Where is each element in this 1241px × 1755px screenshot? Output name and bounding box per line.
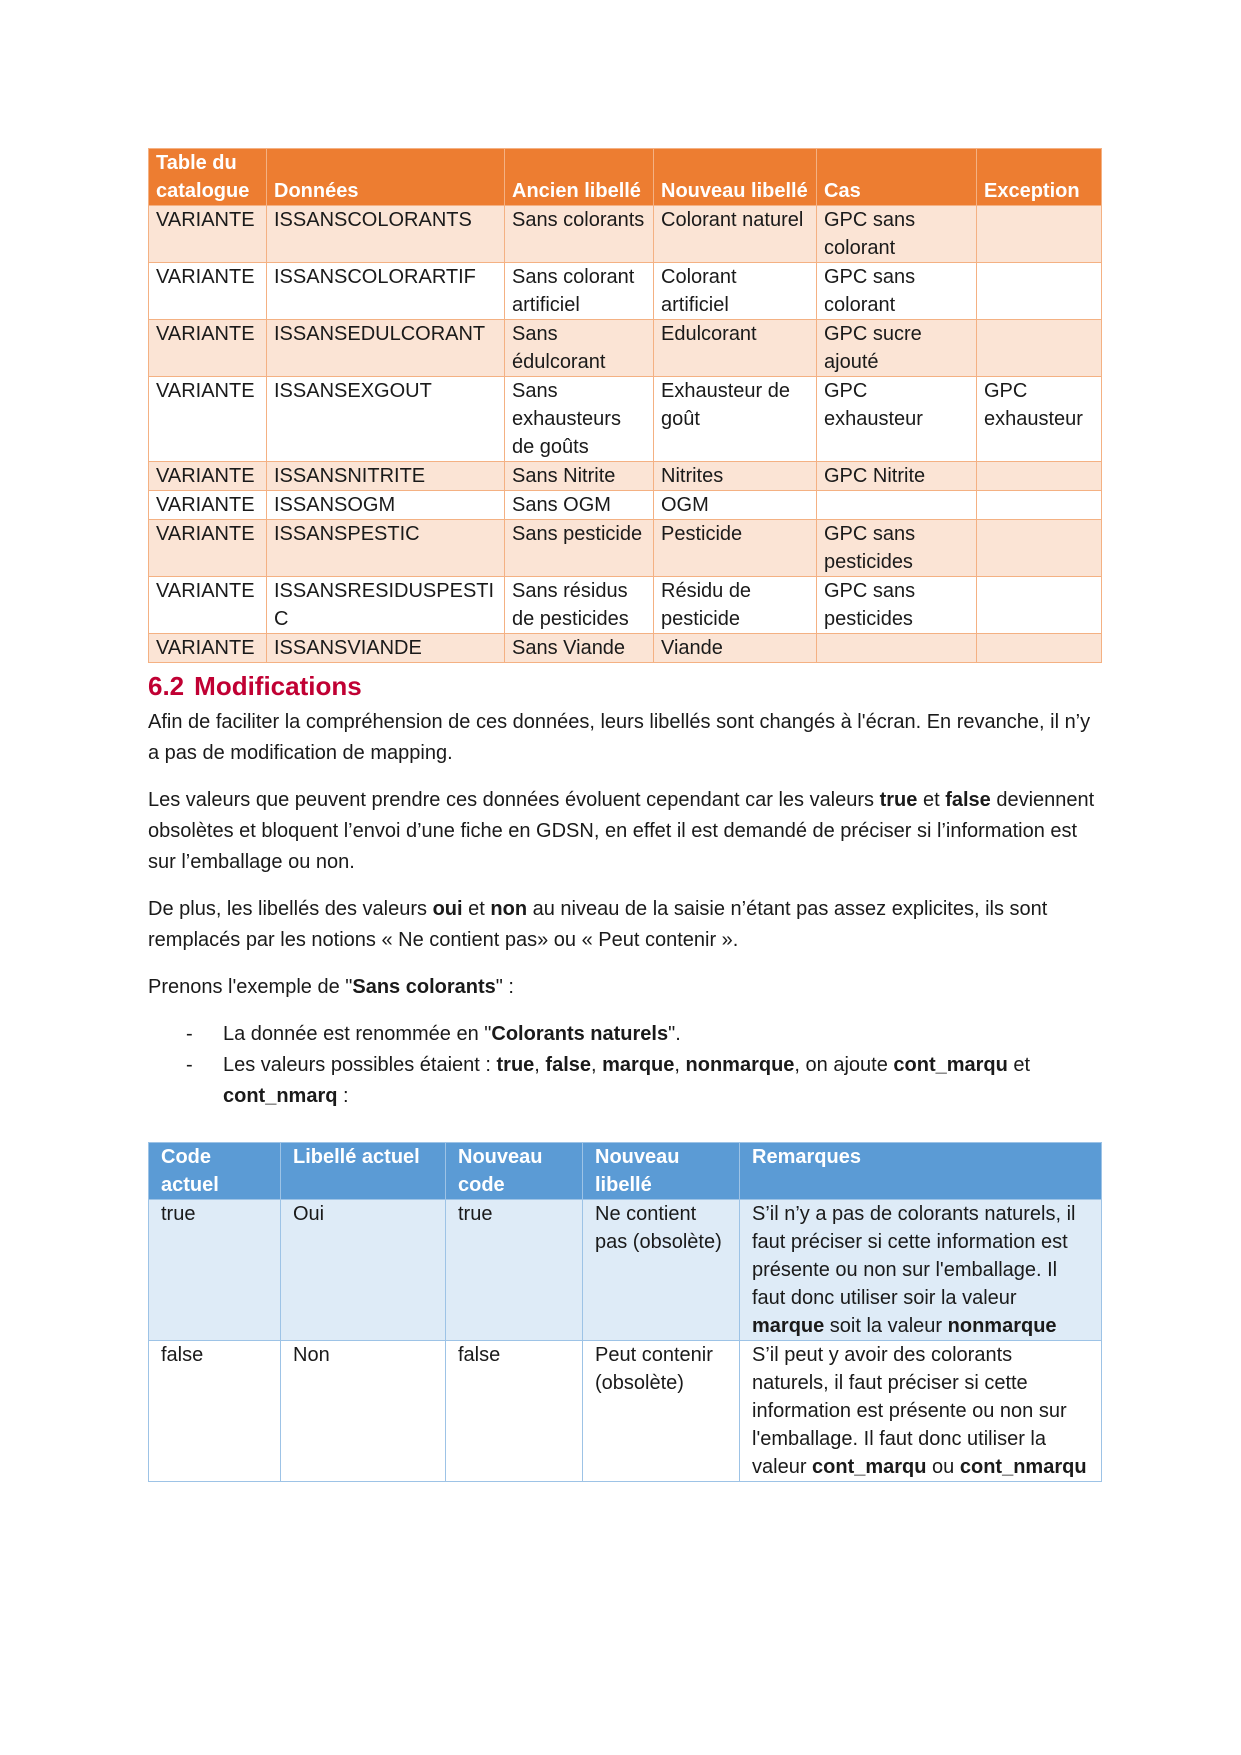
bold-text: cont_marqu	[893, 1054, 1008, 1076]
list-item	[148, 1019, 1101, 1050]
text-run: Les valeurs possibles étaient :	[223, 1054, 497, 1076]
table-cell: ISSANSPESTIC	[267, 520, 505, 577]
table-cell: Non	[281, 1341, 446, 1482]
table-cell: GPC sans colorant	[817, 206, 977, 263]
table-cell: OGM	[654, 491, 817, 520]
table-cell: ISSANSOGM	[267, 491, 505, 520]
table-cell: GPC Nitrite	[817, 462, 977, 491]
text-run: S’il n’y a pas de colorants naturels, il faut préciser si cette information est présente ou non sur l'emballage. Il faut donc utiliser soir la valeur	[752, 1203, 1076, 1309]
table-cell: Nitrites	[654, 462, 817, 491]
text-run: ,	[534, 1054, 546, 1076]
paragraph	[148, 972, 1101, 1003]
table-cell: GPC sans pesticides	[817, 577, 977, 634]
text-run: deviennent obsolètes et bloquent l’envoi d’une fiche en GDSN, en effet il est demandé de préciser si l’information est sur l’emballage ou non.	[148, 789, 1095, 873]
table-cell	[977, 206, 1102, 263]
table-row	[149, 634, 1102, 663]
table-cell: Edulcorant	[654, 320, 817, 377]
table-cell: GPC exhausteur	[977, 377, 1102, 462]
table-row	[149, 577, 1102, 634]
table-cell: false	[149, 1341, 281, 1482]
bold-text: Colorants naturels	[491, 1023, 669, 1045]
list-item	[148, 1050, 1101, 1112]
text-run: , on ajoute	[794, 1054, 894, 1076]
table-cell	[977, 634, 1102, 663]
table-cell	[977, 520, 1102, 577]
column-header: Exception	[977, 149, 1102, 206]
table-cell: ISSANSEXGOUT	[267, 377, 505, 462]
table-cell: true	[149, 1200, 281, 1341]
table-cell: ISSANSCOLORANTS	[267, 206, 505, 263]
table-header-row	[149, 1143, 1102, 1200]
table-cell	[740, 1200, 1102, 1341]
table-cell: Pesticide	[654, 520, 817, 577]
bold-text: false	[545, 1054, 592, 1076]
table-row	[149, 1341, 1102, 1482]
table-cell: VARIANTE	[149, 577, 267, 634]
text-run: Prenons l'exemple de "	[148, 976, 353, 998]
bold-text: true	[879, 789, 918, 811]
table-cell: VARIANTE	[149, 634, 267, 663]
text-run: ou	[926, 1456, 960, 1478]
table-row	[149, 263, 1102, 320]
table-cell: Sans édulcorant	[505, 320, 654, 377]
table-cell	[740, 1341, 1102, 1482]
paragraph	[148, 894, 1101, 956]
text-run: S’il peut y avoir des colorants naturels, il faut préciser si cette information est présente ou non sur l'emballage. Il faut donc utiliser la valeur	[752, 1344, 1067, 1478]
table-cell: GPC sans pesticides	[817, 520, 977, 577]
column-header: Libellé actuel	[281, 1143, 446, 1200]
values-table	[148, 1142, 1102, 1482]
bold-text: oui	[432, 898, 463, 920]
document-page	[148, 148, 1101, 1482]
bold-text: false	[945, 789, 991, 811]
table-cell: VARIANTE	[149, 520, 267, 577]
column-header: Ancien libellé	[505, 149, 654, 206]
text-run: ,	[591, 1054, 603, 1076]
table-cell	[977, 577, 1102, 634]
bold-text: cont_marqu	[812, 1456, 927, 1478]
text-run: au niveau de la saisie n’étant pas assez explicites, ils sont remplacés par les notions « Ne contient pas» ou « Peut contenir ».	[148, 898, 1048, 951]
column-header: Code actuel	[149, 1143, 281, 1200]
bold-text: cont_nmarqu	[959, 1456, 1087, 1478]
table-cell: false	[446, 1341, 583, 1482]
text-run: :	[337, 1085, 349, 1107]
dash-bullet: -	[186, 1054, 193, 1076]
table-header-row	[149, 149, 1102, 206]
column-header: Table du catalogue	[149, 149, 267, 206]
table-row	[149, 520, 1102, 577]
table-cell: Résidu de pesticide	[654, 577, 817, 634]
table-row	[149, 491, 1102, 520]
column-header: Nouveau libellé	[583, 1143, 740, 1200]
text-run: Les valeurs que peuvent prendre ces données évoluent cependant car les valeurs	[148, 789, 880, 811]
table-cell: Sans OGM	[505, 491, 654, 520]
column-header: Cas	[817, 149, 977, 206]
table-cell: Sans résidus de pesticides	[505, 577, 654, 634]
mapping-table	[148, 148, 1102, 663]
column-header: Remarques	[740, 1143, 1102, 1200]
bold-text: Sans colorants	[352, 976, 496, 998]
bold-text: nonmarque	[685, 1054, 795, 1076]
table-row	[149, 377, 1102, 462]
table-cell: GPC sucre ajouté	[817, 320, 977, 377]
table-cell: Exhausteur de goût	[654, 377, 817, 462]
table-cell: true	[446, 1200, 583, 1341]
table-row	[149, 206, 1102, 263]
table-cell: GPC sans colorant	[817, 263, 977, 320]
section-heading	[148, 669, 1101, 703]
table-cell: ISSANSNITRITE	[267, 462, 505, 491]
text-run: De plus, les libellés des valeurs	[148, 898, 433, 920]
bold-text: cont_nmarq	[223, 1085, 338, 1107]
bold-text: marque	[752, 1315, 825, 1337]
table-row	[149, 320, 1102, 377]
table-cell: VARIANTE	[149, 462, 267, 491]
table-cell: Viande	[654, 634, 817, 663]
table-cell	[817, 491, 977, 520]
text-run: ".	[668, 1023, 681, 1045]
table-cell: Sans colorants	[505, 206, 654, 263]
column-header: Nouveau libellé	[654, 149, 817, 206]
text-run: et	[917, 789, 946, 811]
table-cell: Colorant naturel	[654, 206, 817, 263]
column-header: Données	[267, 149, 505, 206]
table-cell: VARIANTE	[149, 377, 267, 462]
table-cell	[977, 263, 1102, 320]
section-title: Modifications	[194, 671, 362, 701]
table-cell	[977, 491, 1102, 520]
table-cell: VARIANTE	[149, 206, 267, 263]
table-cell: Oui	[281, 1200, 446, 1341]
text-run: La donnée est renommée en "	[223, 1023, 492, 1045]
paragraph: Afin de faciliter la compréhension de ces données, leurs libellés sont changés à l'écran. En revanche, il n’y a pas de modification de mapping.	[148, 711, 1091, 764]
section-number: 6.2	[148, 671, 185, 701]
table-cell: ISSANSRESIDUSPESTIC	[267, 577, 505, 634]
table-cell: ISSANSVIANDE	[267, 634, 505, 663]
text-run: et	[462, 898, 491, 920]
table-cell: ISSANSCOLORARTIF	[267, 263, 505, 320]
bold-text: true	[496, 1054, 535, 1076]
paragraph	[148, 785, 1101, 878]
table-cell: Sans exhausteurs de goûts	[505, 377, 654, 462]
table-cell: Sans Viande	[505, 634, 654, 663]
table-cell: ISSANSEDULCORANT	[267, 320, 505, 377]
table-cell: VARIANTE	[149, 320, 267, 377]
table-cell: Ne contient pas (obsolète)	[583, 1200, 740, 1341]
table-cell	[977, 462, 1102, 491]
text-run: ,	[674, 1054, 686, 1076]
table-cell: Sans pesticide	[505, 520, 654, 577]
dash-bullet: -	[186, 1023, 193, 1045]
text-run: et	[1007, 1054, 1031, 1076]
bullet-list	[148, 1019, 1101, 1112]
text-run: soit la valeur	[824, 1315, 948, 1337]
bold-text: nonmarque	[947, 1315, 1057, 1337]
table-cell: VARIANTE	[149, 263, 267, 320]
table-cell	[977, 320, 1102, 377]
bold-text: non	[490, 898, 528, 920]
table-cell: VARIANTE	[149, 491, 267, 520]
table-cell: Sans Nitrite	[505, 462, 654, 491]
table-cell	[817, 634, 977, 663]
table-row	[149, 462, 1102, 491]
column-header: Nouveau code	[446, 1143, 583, 1200]
text-run: " :	[495, 976, 514, 998]
table-cell: Peut contenir (obsolète)	[583, 1341, 740, 1482]
bold-text: marque	[602, 1054, 675, 1076]
table-cell: Sans colorant artificiel	[505, 263, 654, 320]
table-cell: GPC exhausteur	[817, 377, 977, 462]
table-cell: Colorant artificiel	[654, 263, 817, 320]
table-row	[149, 1200, 1102, 1341]
